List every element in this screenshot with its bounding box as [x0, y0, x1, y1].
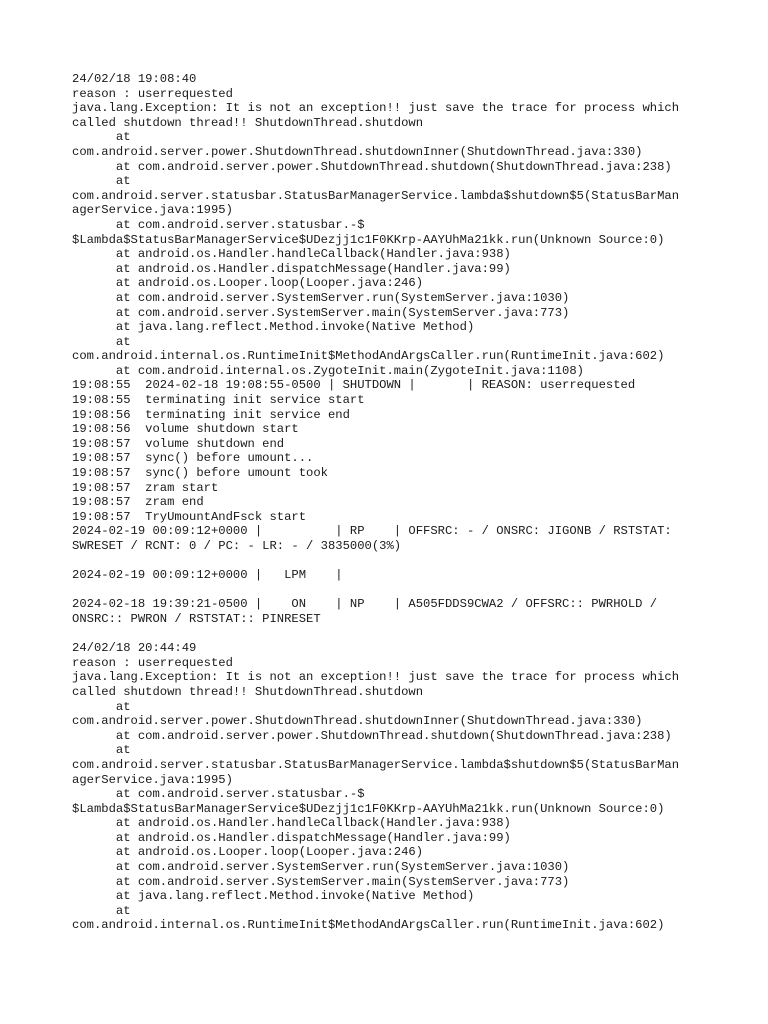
log-document [72, 72, 708, 933]
log-line: java.lang.Exception: It is not an exception!! just save the trace for process which [72, 670, 680, 685]
log-line: at com.android.server.SystemServer.main(SystemServer.java:773) [72, 874, 570, 889]
log-line: 24/02/18 20:44:49 [72, 641, 197, 656]
log-line: 24/02/18 19:08:40 [72, 72, 197, 86]
log-line: 19:08:55 2024-02-18 19:08:55-0500 | SHUTDOWN | | REASON: userrequested [72, 378, 636, 393]
log-line: 19:08:57 sync() before umount... [72, 451, 314, 466]
log-line: at [72, 699, 131, 714]
log-line: at com.android.server.SystemServer.main(SystemServer.java:773) [72, 305, 570, 320]
log-line: $Lambda$StatusBarManagerService$UDezjj1c1F0KKrp-AAYUhMa21kk.run(Unknown Source:0) [72, 801, 665, 816]
log-line: reason : userrequested [72, 655, 233, 670]
log-line: 19:08:57 volume shutdown end [72, 436, 285, 451]
log-line: com.android.internal.os.RuntimeInit$MethodAndArgsCaller.run(RuntimeInit.java:602) [72, 349, 665, 364]
log-line: 19:08:56 volume shutdown start [72, 422, 299, 437]
log-line: at com.android.server.SystemServer.run(SystemServer.java:1030) [72, 860, 570, 875]
log-line: at [72, 130, 131, 145]
log-line: SWRESET / RCNT: 0 / PC: - LR: - / 3835000(3%) [72, 539, 402, 553]
log-line: com.android.internal.os.RuntimeInit$MethodAndArgsCaller.run(RuntimeInit.java:602) [72, 918, 665, 933]
log-line: 2024-02-19 00:09:12+0000 | LPM | [72, 568, 343, 583]
log-line: com.android.server.statusbar.StatusBarManagerService.lambda$shutdown$5(StatusBarMan [72, 188, 680, 203]
log-line: reason : userrequested [72, 86, 233, 101]
blank-line [72, 583, 708, 598]
log-line: java.lang.Exception: It is not an exception!! just save the trace for process which [72, 101, 680, 116]
log-line: 19:08:57 TryUmountAndFsck start [72, 509, 307, 524]
log-line: at [72, 174, 131, 189]
log-line: at com.android.server.SystemServer.run(SystemServer.java:1030) [72, 290, 570, 305]
log-line: at android.os.Handler.handleCallback(Handler.java:938) [72, 247, 511, 262]
log-line: at com.android.server.statusbar.-$ [72, 787, 365, 802]
log-line: at java.lang.reflect.Method.invoke(Native Method) [72, 320, 475, 335]
log-line: at com.android.server.power.ShutdownThread.shutdown(ShutdownThread.java:238) [72, 728, 672, 743]
log-line: at android.os.Handler.dispatchMessage(Handler.java:99) [72, 830, 511, 845]
log-line: 2024-02-18 19:39:21-0500 | ON | NP | A505FDDS9CWA2 / OFFSRC:: PWRHOLD / [72, 597, 658, 612]
log-line: com.android.server.statusbar.StatusBarManagerService.lambda$shutdown$5(StatusBarMan [72, 757, 680, 772]
log-line: at com.android.server.power.ShutdownThread.shutdown(ShutdownThread.java:238) [72, 159, 672, 174]
log-line: at [72, 743, 131, 758]
log-line: $Lambda$StatusBarManagerService$UDezjj1c1F0KKrp-AAYUhMa21kk.run(Unknown Source:0) [72, 232, 665, 247]
log-line: com.android.server.power.ShutdownThread.shutdownInner(ShutdownThread.java:330) [72, 714, 643, 729]
log-line: called shutdown thread!! ShutdownThread.shutdown [72, 115, 424, 130]
blank-line [72, 627, 708, 642]
log-line: 19:08:56 terminating init service end [72, 407, 350, 422]
log-line: agerService.java:1995) [72, 203, 233, 218]
log-line: 2024-02-19 00:09:12+0000 | | RP | OFFSRC: - / ONSRC: JIGONB / RSTSTAT: [72, 524, 672, 539]
log-line: at android.os.Looper.loop(Looper.java:246) [72, 845, 424, 860]
log-line: com.android.server.power.ShutdownThread.shutdownInner(ShutdownThread.java:330) [72, 144, 643, 159]
log-line: 19:08:57 zram start [72, 480, 219, 495]
log-line: at com.android.server.statusbar.-$ [72, 217, 365, 232]
log-line: ONSRC:: PWRON / RSTSTAT:: PINRESET [72, 611, 321, 626]
log-line: agerService.java:1995) [72, 772, 233, 787]
log-line: called shutdown thread!! ShutdownThread.shutdown [72, 684, 424, 699]
log-line: at java.lang.reflect.Method.invoke(Native Method) [72, 889, 475, 904]
log-line: at [72, 903, 131, 918]
log-line: at android.os.Looper.loop(Looper.java:246) [72, 276, 424, 291]
log-line: 19:08:55 terminating init service start [72, 393, 365, 408]
log-line: 19:08:57 zram end [72, 495, 204, 510]
log-line: at android.os.Handler.handleCallback(Handler.java:938) [72, 816, 511, 831]
log-line: at android.os.Handler.dispatchMessage(Handler.java:99) [72, 261, 511, 276]
log-line: at [72, 334, 131, 349]
blank-line [72, 554, 708, 569]
log-line: 19:08:57 sync() before umount took [72, 466, 328, 481]
log-line: at com.android.internal.os.ZygoteInit.main(ZygoteInit.java:1108) [72, 363, 584, 378]
